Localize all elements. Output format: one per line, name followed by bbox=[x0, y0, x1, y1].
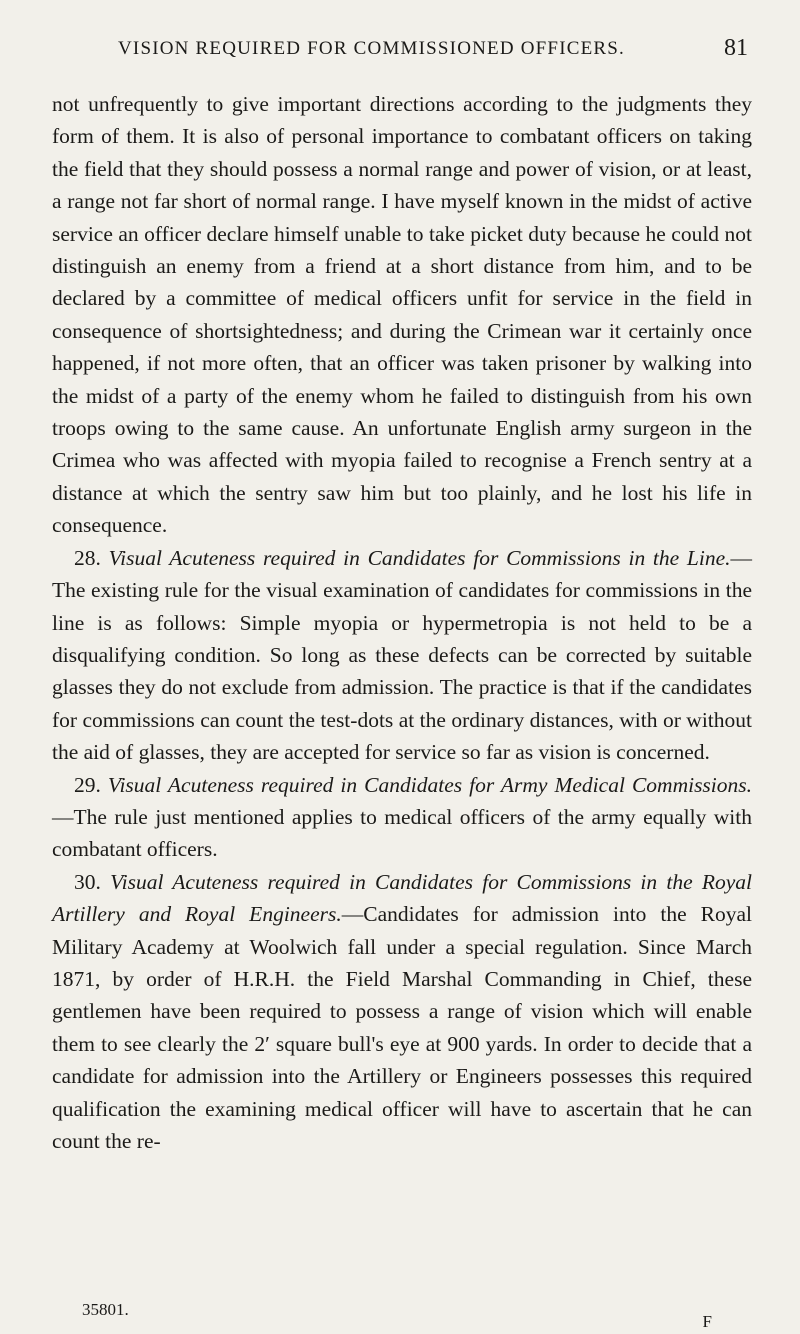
section-number: 30. bbox=[74, 869, 101, 894]
page-header bbox=[118, 35, 748, 68]
paragraph-text: not unfrequently to give important directions according to the judgments they form of them. It is also of personal importance to combatant officers on taking the field that they should possess a normal range and power of vision, or at least, a range not far short of normal range. I have myself known in the midst of active service an officer declare himself unable to take picket duty because he could not distinguish an enemy from a friend at a short distance from him, and to be declared by a committee of medical officers unfit for service in the field in consequence of shortsightedness; and during the Crimean war it certainly once happened, if not more often, that an officer was taken prisoner by walking into the midst of a party of the enemy whom he failed to distinguish from his own troops owing to the same cause. An unfortunate English army surgeon in the Crimea who was affected with myopia failed to recognise a French sentry at a distance at which the sentry saw him but too plainly, and he lost his life in consequence. bbox=[52, 92, 752, 538]
section-title: Visual Acuteness required in Candidates for Army Medical Commissions. bbox=[107, 772, 753, 797]
section-text: —Candidates for admission into the Royal Military Academy at Woolwich fall under a special regulation. Since March 1871, by order of H.R.H. the Field Marshal Commanding in Chief, these gentlemen have been required to possess a range of vision which will enable them to see clearly the 2′ square bull's eye at 900 yards. In order to decide that a candidate for admission into the Artillery or Engineers possesses this required qualification the examining medical officer will have to ascertain that he can count the re- bbox=[52, 902, 752, 1153]
section-30 bbox=[52, 866, 752, 1158]
section-title: Visual Acuteness required in Candidates for Commissions in the Line. bbox=[108, 545, 731, 570]
section-text: —The rule just mentioned applies to medical officers of the army equally with combatant officers. bbox=[52, 804, 752, 862]
page-body bbox=[52, 88, 752, 1157]
section-number: 29. bbox=[74, 772, 101, 797]
section-text: —The existing rule for the visual examination of candidates for commissions in the line is as follows: Simple myopia or hypermetropia is not held to be a disqualifying condition. So long as these defects can be corrected by suitable glasses they do not exclude from admission. The practice is that if the candidates for commissions can count the test-dots at the ordinary distances, with or without the aid of glasses, they are accepted for service so far as vision is concerned. bbox=[52, 545, 753, 765]
running-head: VISION REQUIRED FOR COMMISSIONED OFFICERS. bbox=[118, 38, 625, 59]
page-footer bbox=[52, 1300, 752, 1330]
signature-code: 35801. bbox=[82, 1300, 129, 1319]
page-number: 81 bbox=[724, 35, 748, 61]
section-number: 28. bbox=[74, 545, 101, 570]
section-29 bbox=[52, 769, 752, 866]
section-title: Visual Acuteness required in Candidates for Commissions in the Royal Artillery and Royal Engineers. bbox=[52, 869, 753, 927]
paragraph-continuation bbox=[52, 88, 752, 542]
signature-letter: F bbox=[702, 1312, 712, 1331]
section-28 bbox=[52, 542, 752, 769]
